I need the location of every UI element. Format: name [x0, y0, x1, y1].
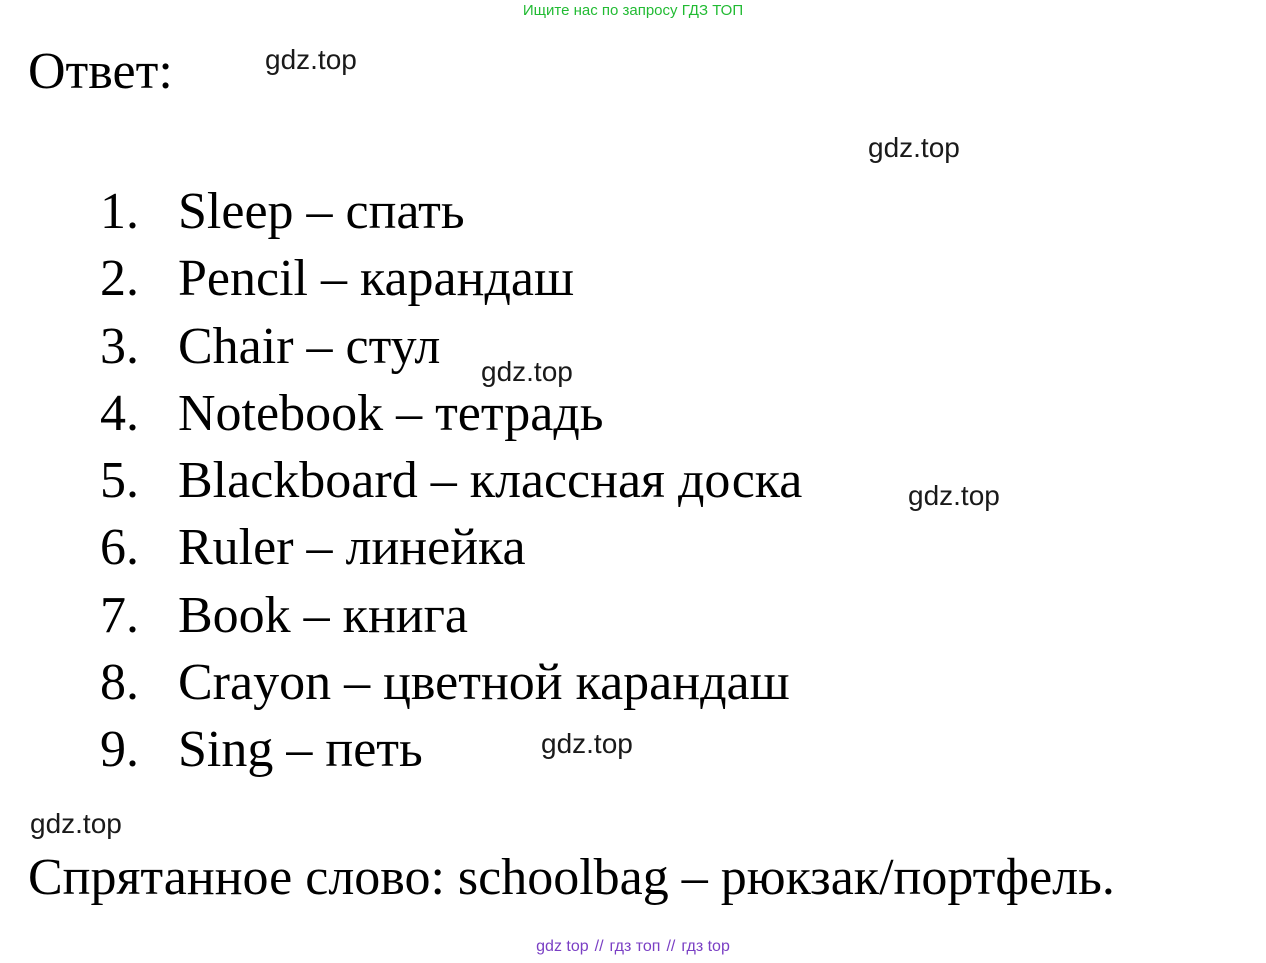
list-item	[100, 384, 802, 451]
list-item	[100, 720, 802, 787]
watermark: gdz.top	[265, 44, 357, 75]
item-number: 1.	[100, 183, 139, 240]
answer-heading: Ответ:	[28, 43, 173, 100]
footer-separator: //	[594, 938, 604, 955]
item-number: 2.	[100, 250, 139, 308]
item-text: Sleep – спать	[178, 183, 465, 240]
list-item	[100, 451, 802, 518]
watermark: gdz.top	[481, 356, 573, 387]
item-text: Notebook – тетрадь	[178, 384, 604, 442]
footer-links	[0, 938, 1266, 956]
footer-link[interactable]: гдз топ	[609, 938, 661, 955]
search-banner: Ищите нас по запросу ГДЗ ТОП	[522, 2, 744, 19]
item-text: Chair – стул	[178, 317, 441, 375]
watermark: gdz.top	[868, 132, 960, 163]
list-item	[100, 586, 802, 653]
watermark: gdz.top	[30, 808, 122, 839]
footer-link[interactable]: gdz top	[536, 938, 589, 955]
answer-list	[100, 182, 802, 788]
item-number: 8.	[100, 654, 139, 712]
hidden-word-answer: Спрятанное слово: schoolbag – рюкзак/портфель.	[28, 849, 1115, 906]
item-number: 6.	[100, 519, 139, 577]
item-number: 5.	[100, 452, 139, 510]
footer-separator: //	[666, 938, 676, 955]
item-text: Crayon – цветной карандаш	[178, 654, 790, 712]
watermark: gdz.top	[541, 728, 633, 759]
list-item	[100, 653, 802, 720]
item-number: 4.	[100, 384, 139, 442]
item-number: 3.	[100, 317, 139, 375]
item-text: Pencil – карандаш	[178, 250, 575, 308]
watermark: gdz.top	[908, 480, 1000, 511]
item-text: Blackboard – классная доска	[178, 452, 803, 510]
list-item	[100, 249, 802, 316]
item-number: 7.	[100, 586, 139, 644]
list-item	[100, 518, 802, 585]
item-text: Ruler – линейка	[178, 519, 526, 577]
item-number: 9.	[100, 721, 139, 779]
item-text: Sing – петь	[178, 721, 423, 779]
footer-link[interactable]: гдз top	[681, 938, 730, 955]
list-item	[100, 317, 802, 387]
list-item	[100, 182, 802, 249]
item-text: Book – книга	[178, 586, 469, 644]
